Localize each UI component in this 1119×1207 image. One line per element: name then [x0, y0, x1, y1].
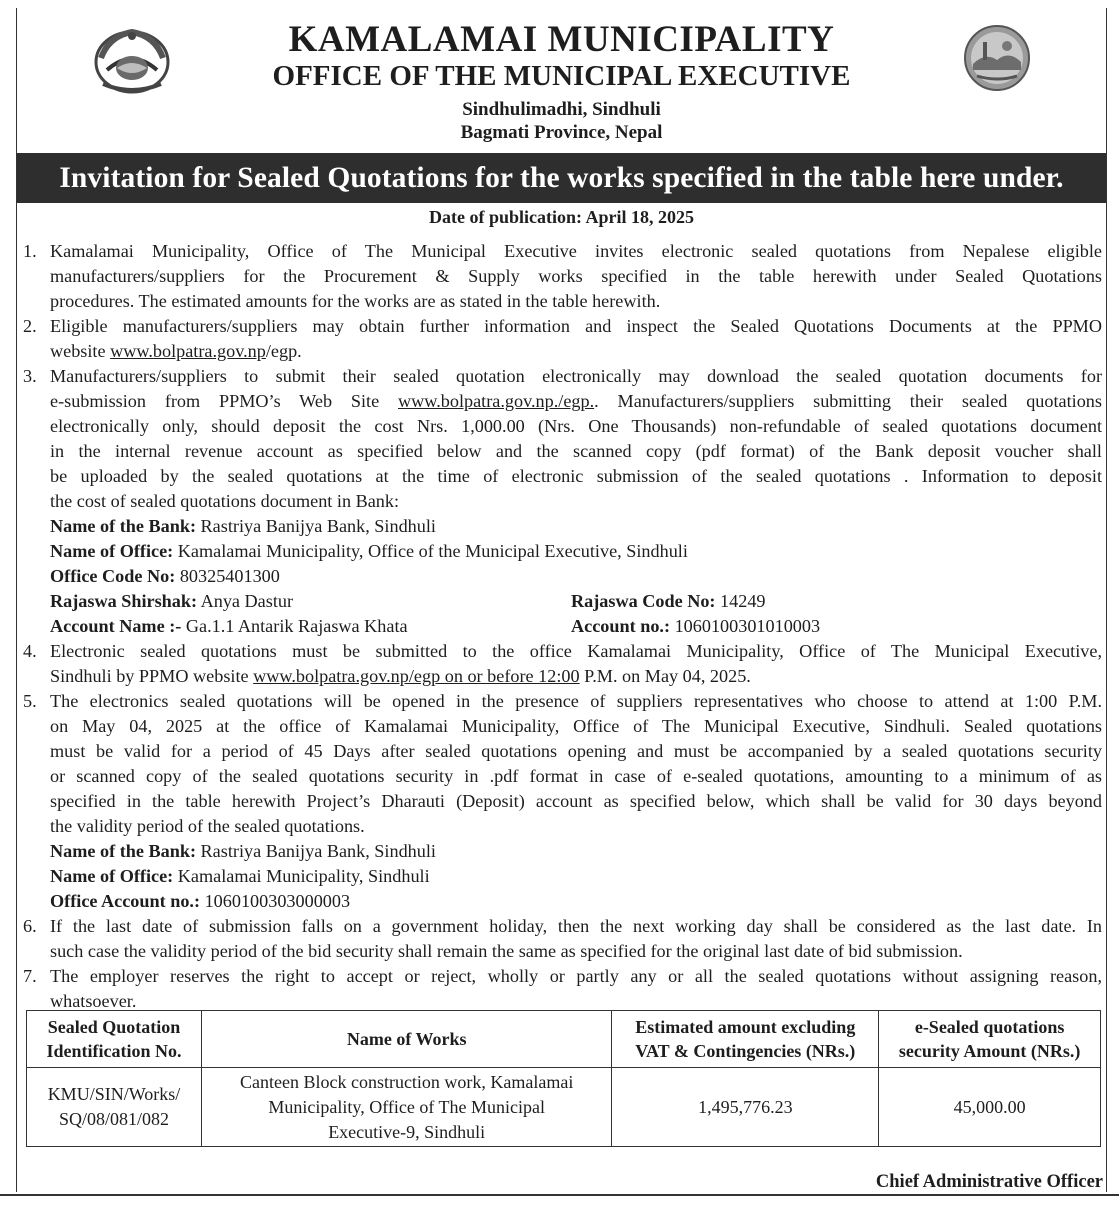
field-label: Rajaswa Shirshak: — [50, 591, 198, 611]
field-value: Kamalamai Municipality, Office of the Municipal Executive, Sindhuli — [173, 541, 688, 561]
header-security-amount: e-Sealed quotations security Amount (NRs.) — [879, 1011, 1101, 1068]
field-value: Rastriya Banijya Bank, Sindhuli — [196, 516, 436, 536]
invitation-banner: Invitation for Sealed Quotations for the works specified in the table here under. — [17, 153, 1106, 203]
clause-number: 5. — [23, 691, 37, 711]
clause-line: or scanned copy of the sealed quotations security in .pdf format in case of e-sealed quotations, amounting to a minimum of as — [50, 766, 1102, 786]
field-label: Name of the Bank: — [50, 841, 196, 861]
clause-line: procedures. The estimated amounts for the works are as stated in the table herewith. — [50, 291, 661, 311]
bolpatra-link[interactable]: www.bolpatra.gov.np/egp on or before 12:00 — [253, 666, 580, 686]
clause-line: manufacturers/suppliers for the Procurement & Supply works specified in the table herewith under Sealed Quotations — [50, 266, 1102, 286]
clause-line: Manufacturers/suppliers to submit their sealed quotation electronically may download the sealed quotation documents for — [50, 366, 1102, 386]
header-identification-no: Sealed Quotation Identification No. — [27, 1011, 202, 1068]
notice — [16, 8, 1107, 1192]
clause-line — [50, 389, 1102, 413]
address-line-1: Sindhulimadhi, Sindhuli — [462, 99, 661, 120]
clause-line: the cost of sealed quotations document in Bank: — [50, 491, 400, 511]
clause-number: 7. — [23, 966, 37, 986]
field-value: Ga.1.1 Antarik Rajaswa Khata — [181, 616, 408, 636]
clause-line — [50, 339, 302, 363]
bank-name-row — [50, 514, 436, 538]
field-label: Account Name :- — [50, 616, 182, 636]
office-name: OFFICE OF THE MUNICIPAL EXECUTIVE — [272, 60, 851, 92]
works-table — [26, 1010, 1101, 1147]
field-label: Office Code No: — [50, 566, 176, 586]
header-estimated-amount: Estimated amount excluding VAT & Contingencies (NRs.) — [612, 1011, 879, 1068]
field-label: Office Account no.: — [50, 891, 201, 911]
clause-text: e-submission from PPMO’s Web Site — [50, 391, 398, 411]
cell-name-of-works: Canteen Block construction work, Kamalamai Municipality, Office of The Municipal Executive-9, Sindhuli — [201, 1068, 612, 1147]
field-value: Kamalamai Municipality, Sindhuli — [173, 866, 430, 886]
clause-text: P.M. on May 04, 2025. — [579, 666, 751, 686]
clause-number: 3. — [23, 366, 37, 386]
clause-text: . Manufacturers/suppliers submitting their sealed quotations — [594, 391, 1102, 411]
account-no-row — [571, 614, 820, 638]
field-label: Rajaswa Code No: — [571, 591, 716, 611]
bolpatra-link[interactable]: www.bolpatra.gov.np — [110, 341, 266, 361]
clause-line: specified in the table herewith Project’s Dharauti (Deposit) account as specified below, which shall be valid for 30 days beyond — [50, 791, 1102, 811]
clause-line — [50, 664, 751, 688]
office-code-row — [50, 564, 280, 588]
bank-name-row — [50, 839, 436, 863]
field-value: Anya Dastur — [197, 591, 294, 611]
account-name-row — [50, 614, 408, 638]
clause-number: 6. — [23, 916, 37, 936]
header-name-of-works: Name of Works — [201, 1011, 612, 1068]
clause-text: Sindhuli by PPMO website — [50, 666, 254, 686]
clause-line: on May 04, 2025 at the office of Kamalamai Municipality, Office of The Municipal Executive, Sindhuli. Sealed quotations — [50, 716, 1102, 736]
field-value: 14249 — [715, 591, 766, 611]
publication-date: Date of publication: April 18, 2025 — [428, 207, 694, 227]
cell-security-amount: 45,000.00 — [879, 1068, 1101, 1147]
clause-number: 2. — [23, 316, 37, 336]
clause-line: in the internal revenue account as specified below and the scanned copy (pdf format) of the Bank deposit voucher shall — [50, 441, 1102, 461]
rajaswa-shirshak-row — [50, 589, 293, 613]
field-label: Name of the Bank: — [50, 516, 196, 536]
signature-title: Chief Administrative Officer — [875, 1172, 1103, 1192]
municipality-name: KAMALAMAI MUNICIPALITY — [288, 19, 835, 60]
bottom-rule — [0, 1194, 1119, 1196]
field-label: Account no.: — [571, 616, 671, 636]
clause-line: such case the validity period of the bid security shall remain the same as specified for the original last date of bid submission. — [50, 941, 963, 961]
clause-number: 4. — [23, 641, 37, 661]
clause-line: must be valid for a period of 45 Days after sealed quotations opening and must be accompanied by a sealed quotations security — [50, 741, 1102, 761]
clause-line: electronically only, should deposit the cost Nrs. 1,000.00 (Nrs. One Thousands) non-refundable of sealed quotations document — [50, 416, 1102, 436]
address-line-2: Bagmati Province, Nepal — [460, 122, 663, 143]
clause-line: the validity period of the sealed quotations. — [50, 816, 365, 836]
clause-text: website — [50, 341, 111, 361]
field-value: 1060100303000003 — [200, 891, 351, 911]
clause-line: be uploaded by the sealed quotations at the time of electronic submission of the sealed quotations . Information to deposit — [50, 466, 1102, 486]
clause-line: Electronic sealed quotations must be submitted to the office Kamalamai Municipality, Office of The Municipal Executive, — [50, 641, 1102, 661]
notice-header — [17, 8, 1106, 153]
field-value: Rastriya Banijya Bank, Sindhuli — [196, 841, 436, 861]
office-name-row — [50, 864, 430, 888]
office-name-row — [50, 539, 688, 563]
field-label: Name of Office: — [50, 866, 174, 886]
office-account-row — [50, 889, 350, 913]
cell-identification-no: KMU/SIN/Works/ SQ/08/081/082 — [27, 1068, 202, 1147]
field-value: 1060100301010003 — [670, 616, 821, 636]
clause-line: The employer reserves the right to accept or reject, wholly or partly any or all the sealed quotations without assigning reason, — [50, 966, 1102, 986]
cell-estimated-amount: 1,495,776.23 — [612, 1068, 879, 1147]
table-row — [27, 1068, 1101, 1147]
table-header-row — [27, 1011, 1101, 1068]
clause-line: Eligible manufacturers/suppliers may obtain further information and inspect the Sealed Quotations Documents at the PPMO — [50, 316, 1102, 336]
field-value: 80325401300 — [175, 566, 280, 586]
clause-line: Kamalamai Municipality, Office of The Municipal Executive invites electronic sealed quotations from Nepalese eligible — [50, 241, 1102, 261]
clause-line: whatsoever. — [50, 991, 137, 1011]
clause-line: If the last date of submission falls on a government holiday, then the next working day shall be considered as the last date. In — [50, 916, 1102, 936]
clause-number: 1. — [23, 241, 37, 261]
clause-text: /egp. — [265, 341, 302, 361]
clause-line: The electronics sealed quotations will be opened in the presence of suppliers representatives who choose to attend at 1:00 P.M. — [50, 691, 1102, 711]
rajaswa-code-row — [571, 589, 766, 613]
field-label: Name of Office: — [50, 541, 174, 561]
bolpatra-link[interactable]: www.bolpatra.gov.np./egp. — [398, 391, 595, 411]
